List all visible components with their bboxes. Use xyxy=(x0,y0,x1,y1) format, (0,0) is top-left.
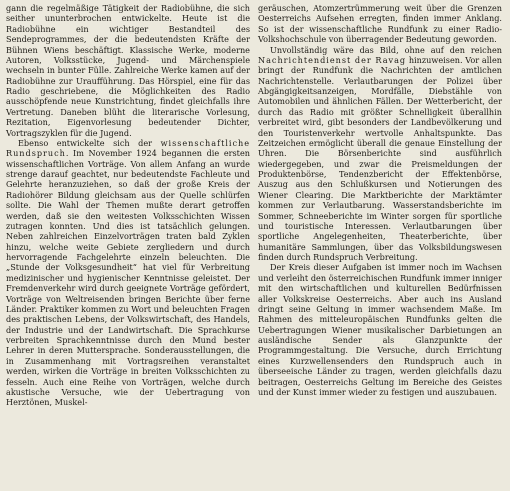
paragraph xyxy=(6,3,250,138)
spaced-emphasis-text: Nachrichtendienst der Ravag xyxy=(258,54,407,65)
spaced-emphasis-text: wissenschaftliche Rundspruch xyxy=(6,137,250,159)
paragraph-text: Ebenso entwickelte sich der xyxy=(18,137,161,148)
paragraph-text: . Im November 1924 begannen die ersten wissenschaftlichen Vorträge. Von allem Anfang an wurde strenge darauf geachtet, nur bedeutendste Fachleute und Gelehrte heranzuziehen, so daß der große Kreis der Radiohörer Bildung gleichsam aus der Quelle schlürfen sollte. Die Wahl der Themen mußte derart getroffen werden, daß sie den weitesten Volksschichten Wissen zutragen konnten. Und dies ist tatsächlich gelungen. Neben zahlreichen Einzelvorträgen traten bald Zyklen hinzu, welche weite Gebiete zergliedern und durch hervorragende Fachgelehrte einzeln beleuchten. Die „Stunde der Volksgesundheit“ hat viel für Verbreitung medizinischer und hygienischer Kenntnisse geleistet. Der Fremdenverkehr wird durch geeignete Vorträge gefördert, Vorträge von Weltreisenden bringen Berichte über ferne Länder. Praktiker kommen zu Wort und beleuchten Fragen des praktischen Lebens, der Volkswirtschaft, des Handels, der Industrie und der Landwirtschaft. Die Sprachkurse verbreiten Sprachkenntnisse durch den Mund bester Lehrer in deren Muttersprache. Sonderausstellungen, die in Zusammenhang mit Vortragsreihen veranstaltet werden, wirken die Vorträge in breiten Volksschichten zu fesseln. Auch eine Reihe von Vorträgen, welche durch akustische Versuche, wie der Uebertragung von Herztönen, Muskel- xyxy=(6,148,250,408)
paragraph-text: geräuschen, Atomzertrümmerung weit über die Grenzen Oesterreichs Aufsehen erregten, finden immer Anklang. So ist der wissenschaftliche Rundfunk zu einer Radio-Volkshochschule von überragender Bedeutung geworden. xyxy=(258,3,502,45)
paragraph-text: Der Kreis dieser Aufgaben ist immer noch im Wachsen und verleiht den österreichischen Rundfunk immer inniger mit den wirtschaftlichen und kulturellen Bedürfnissen aller Volkskreise Oesterreichs. Aber auch ins Ausland dringt seine Geltung in immer wachsendem Maße. Im Rahmen des mitteleuropäischen Rundfunks gelten die Uebertragungen Wiener musikalischer Darbietungen an ausländische Sender als Glanzpunkte der Programmgestaltung. Die Versuche, durch Errichtung eines Kurzwellensenders den Rundspruch auch in überseeische Länder zu tragen, werden gleichfalls dazu beitragen, Oesterreichs Geltung im Bereiche des Geistes und der Kunst immer wieder zu festigen und auszubauen. xyxy=(258,262,502,397)
paragraph xyxy=(258,45,502,263)
paragraph xyxy=(258,3,502,45)
paragraph-text: hinzuweisen. Vor allen bringt der Rundfunk die Nachrichten der amtlichen Nachrichtenstelle. Verlautbarungen der Polizei über Abgängigkeitsanzeigen, Mordfälle, Diebstähle von Automobilen und ähnlichen Fällen. Der Wetterbericht, der durch das Radio mit größter Schnelligkeit überallhin verbreitet wird, gibt besonders der Landbevölkerung und den Touristenverkehr wertvolle Anhaltspunkte. Das Zeitzeichen ermöglicht überall die genaue Einstellung der Uhren. Die Börsenberichte sind ausführlich wiedergegeben, und zwar die Preismeldungen der Produktenbörse, Tendenzbericht der Effektenbörse, Auszug aus den Schlußkursen und Notierungen des Wiener Clearing. Die Marktberichte der Marktämter kommen zur Verlautbarung. Wasserstandsberichte im Sommer, Schneeberichte im Winter sorgen für sportliche und touristische Interessen. Verlautbarungen über sportliche Angelegenheiten, Theaterberichte, über humanitäre Sammlungen, über das Volksbildungswesen finden durch Rundspruch Verbreitung. xyxy=(258,54,502,262)
text-column-left xyxy=(6,3,250,491)
paragraph xyxy=(258,262,502,397)
text-column-right xyxy=(258,3,502,491)
paragraph-text: gann die regelmäßige Tätigkeit der Radiobühne, die sich seither ununterbrochen entwickelte. Heute ist die Radiobühne ein wichtiger Bestandteil des Sendeprogrammes, der die bedeutendsten Kräfte der Bühnen Wiens beschäftigt. Klassische Werke, moderne Autoren, Volksstücke, Jugend- und Märchenspiele wechseln in bunter Fülle. Zahlreiche Werke kamen auf der Radiobühne zur Uraufführung. Das Hörspiel, eine für das Radio geschriebene, die Möglichkeiten des Radio ausschöpfende neue Kunstrichtung, findet gleichfalls ihre Vertretung. Daneben blüht die literarische Vorlesung, Rezitation, Eigenvorlesung bedeutender Dichter, Vortragszyklen für die Jugend. xyxy=(6,3,250,138)
paragraph-text: Unvollständig wäre das Bild, ohne auf den reichen xyxy=(270,44,502,55)
paragraph xyxy=(6,138,250,408)
